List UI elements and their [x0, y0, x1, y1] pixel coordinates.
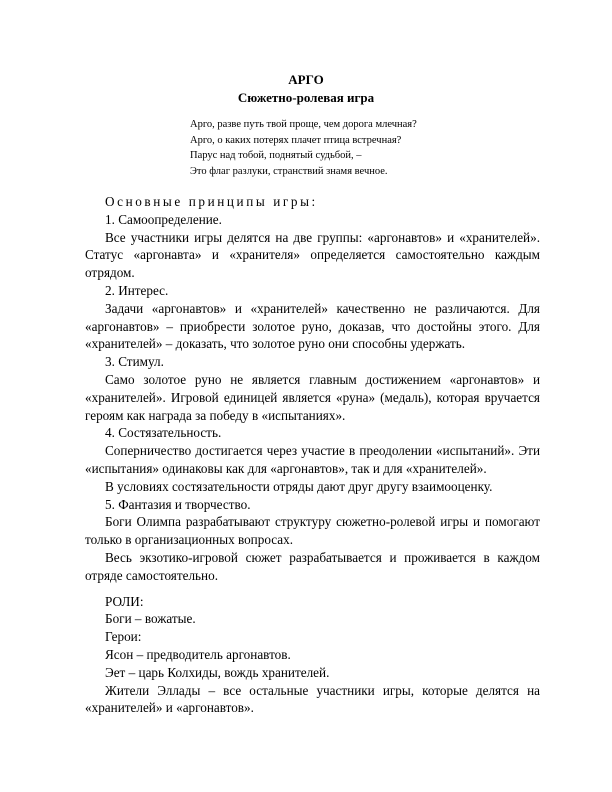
- doc-subtitle: Сюжетно-ролевая игра: [237, 90, 375, 105]
- principles-heading: Основные принципы игры:: [105, 194, 318, 209]
- epigraph-line: Арго, разве путь твой проще, чем дорога млечная?: [190, 119, 417, 130]
- principle-title: 1. Самоопределение.: [105, 211, 222, 227]
- principle-paragraph: В условиях состязательности отряды дают друг другу взаимооценку.: [105, 478, 493, 494]
- principle-paragraph: Весь экзотико-игровой сюжет разрабатывается и проживается в каждом отряде самостоятельно.: [85, 549, 540, 583]
- role-item: Герои:: [105, 629, 142, 645]
- doc-title: АРГО: [288, 72, 324, 87]
- role-item: Жители Эллады – все остальные участники игры, которые делятся на «хранителей» и «аргонавтов».: [85, 682, 540, 716]
- epigraph-line: Это флаг разлуки, странствий знамя вечное.: [190, 165, 388, 177]
- epigraph: [190, 117, 490, 179]
- epigraph-line: Парус над тобой, поднятый судьбой, –: [190, 150, 362, 161]
- principle-title: 2. Интерес.: [105, 282, 169, 298]
- principle-paragraph: Задачи «аргонавтов» и «хранителей» качественно не различаются. Для «аргонавтов» – приобрести золотое руно, доказав, что достойны этого. Для «хранителей» – доказать, что золотое руно они способны удержать.: [85, 300, 540, 352]
- role-item: Эет – царь Колхиды, вождь хранителей.: [105, 664, 330, 680]
- principle-paragraph: Соперничество достигается через участие в преодолении «испытаний». Эти «испытания» одинаковы как для «аргонавтов», так и для «хранителей».: [85, 443, 540, 476]
- principle-title: 3. Стимул.: [105, 354, 164, 370]
- principle-paragraph: Боги Олимпа разрабатывают структуру сюжетно-ролевой игры и помогают только в организационных вопросах.: [85, 514, 540, 548]
- role-item: Ясон – предводитель аргонавтов.: [105, 646, 291, 662]
- principle-title: 4. Состязательность.: [105, 425, 222, 441]
- epigraph-line: Арго, о каких потерях плачет птица встречная?: [190, 134, 402, 146]
- principle-paragraph: Само золотое руно не является главным достижением «аргонавтов» и «хранителей». Игровой единицей является «руна» (медаль), которая вручается героям как награда за победу в «испытаниях».: [85, 371, 540, 423]
- principle-paragraph: Все участники игры делятся на две группы: «аргонавтов» и «хранителей». Статус «аргонавта» и «хранителя» определяется самостоятельно каждым отрядом.: [85, 229, 540, 281]
- principle-title: 5. Фантазия и творчество.: [105, 496, 251, 512]
- section-gap: [85, 585, 540, 593]
- principles-section: [85, 193, 540, 717]
- role-item: Боги – вожатые.: [105, 611, 196, 627]
- roles-heading: РОЛИ:: [105, 593, 144, 609]
